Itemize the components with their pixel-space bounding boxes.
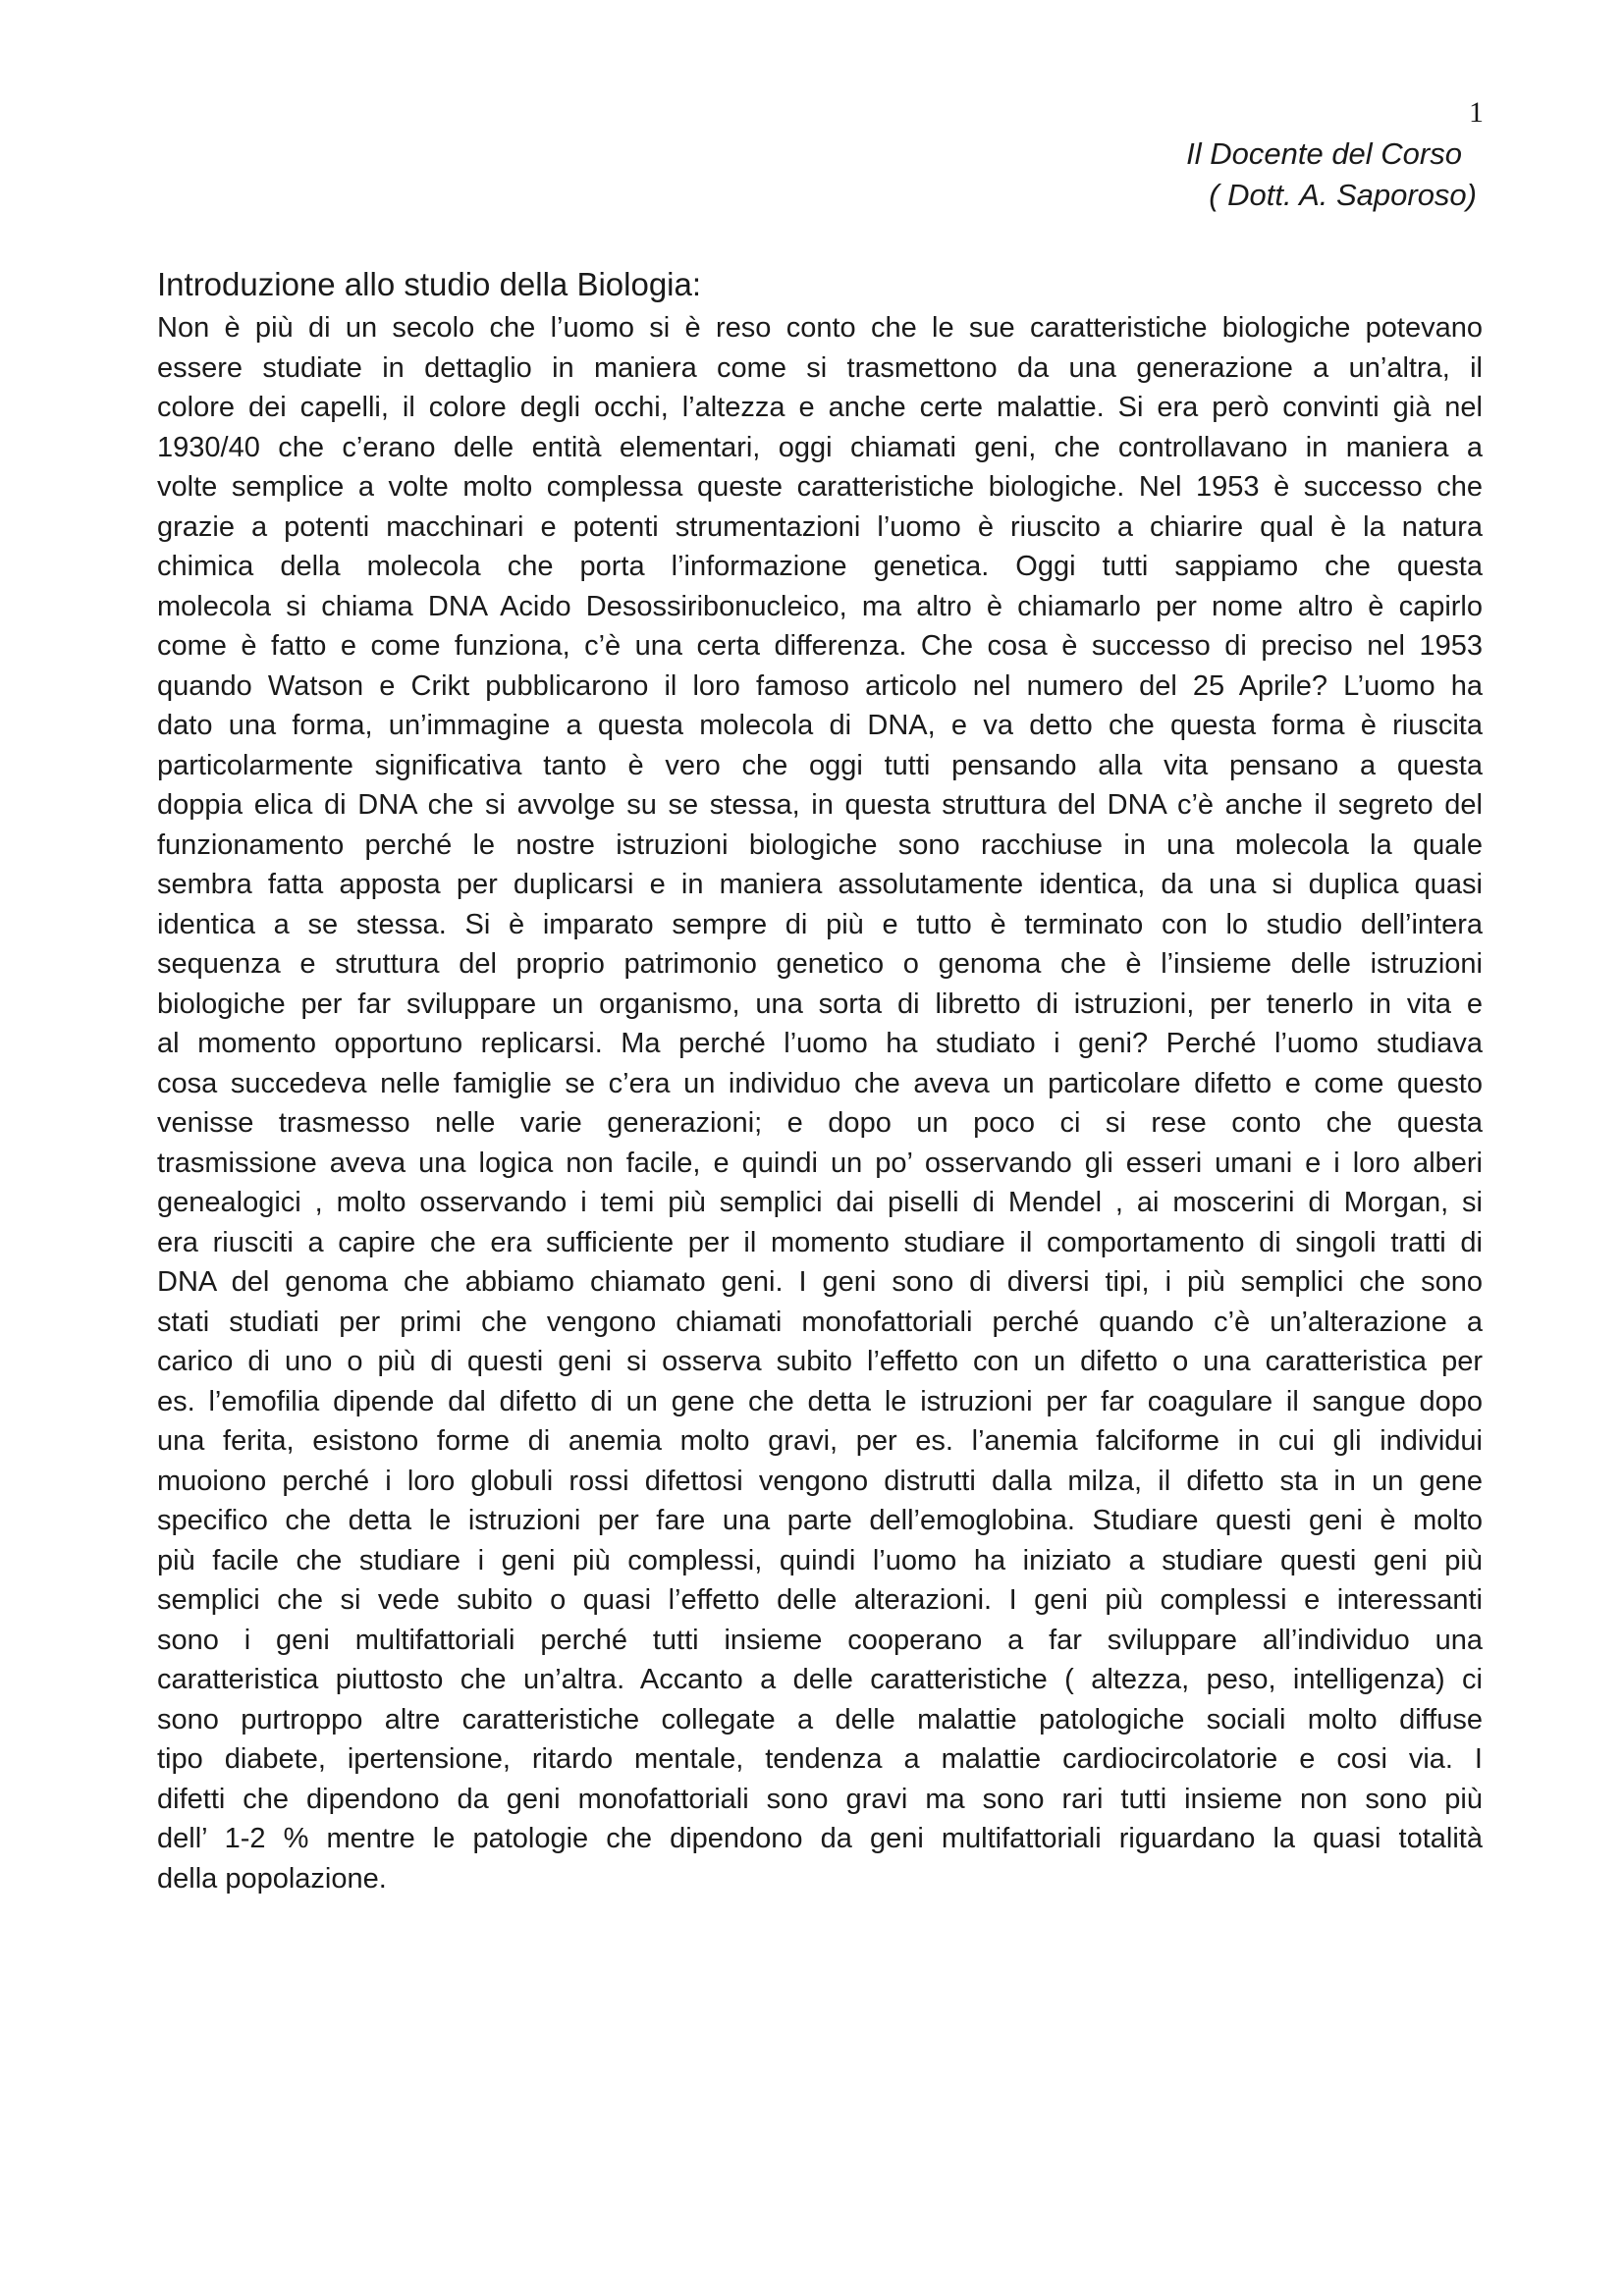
paragraph-line: sembra fatta apposta per duplicarsi e in maniera assolutamente identica, da una si duplica quasi bbox=[157, 869, 1483, 900]
instructor-name: ( Dott. A. Saporoso) bbox=[1209, 178, 1477, 212]
paragraph-line: era riusciti a capire che era sufficiente per il momento studiare il comportamento di singoli tratti di bbox=[157, 1226, 1483, 1258]
paragraph-line: sono i geni multifattoriali perché tutti insieme cooperano a far sviluppare all’individuo una bbox=[157, 1624, 1483, 1656]
paragraph-line: chimica della molecola che porta l’informazione genetica. Oggi tutti sappiamo che questa bbox=[157, 551, 1483, 582]
paragraph-line: particolarmente significativa tanto è vero che oggi tutti pensando alla vita pensano a questa bbox=[157, 749, 1483, 781]
paragraph-line: tipo diabete, ipertensione, ritardo mentale, tendenza a malattie cardiocircolatorie e cosi via. I bbox=[157, 1743, 1483, 1775]
paragraph-line: volte semplice a volte molto complessa queste caratteristiche biologiche. Nel 1953 è successo che bbox=[157, 471, 1483, 503]
paragraph-line: doppia elica di DNA che si avvolge su se stessa, in questa struttura del DNA c’è anche il segreto del bbox=[157, 789, 1483, 821]
paragraph-line: caratteristica piuttosto che un’altra. Accanto a delle caratteristiche ( altezza, peso, intelligenza) ci bbox=[157, 1664, 1483, 1695]
page-number: 1 bbox=[1469, 96, 1484, 129]
paragraph-line: quando Watson e Crikt pubblicarono il loro famoso articolo nel numero del 25 Aprile? L’uomo ha bbox=[157, 669, 1483, 702]
paragraph-line: identica a se stessa. Si è imparato sempre di più e tutto è terminato con lo studio dell’intera bbox=[157, 908, 1483, 940]
paragraph-line: colore dei capelli, il colore degli occhi, l’altezza e anche certe malattie. Si era però convinti già nel bbox=[157, 392, 1483, 423]
paragraph-line: una ferita, esistono forme di anemia molto gravi, per es. l’anemia falciforme in cui gli individui bbox=[157, 1425, 1483, 1457]
paragraph-line: specifico che detta le istruzioni per fare una parte dell’emoglobina. Studiare questi geni è molto bbox=[157, 1505, 1483, 1536]
document-title: Introduzione allo studio della Biologia: bbox=[157, 266, 702, 302]
paragraph-line: della popolazione. bbox=[157, 1862, 387, 1895]
body-paragraph bbox=[157, 308, 1483, 1898]
paragraph-line: venisse trasmesso nelle varie generazioni; e dopo un poco ci si rese conto che questa bbox=[157, 1107, 1483, 1139]
paragraph-line: sono purtroppo altre caratteristiche collegate a delle malattie patologiche sociali molto diffuse bbox=[157, 1703, 1483, 1735]
paragraph-line: semplici che si vede subito o quasi l’effetto delle alterazioni. I geni più complessi e interessanti bbox=[157, 1584, 1483, 1616]
paragraph-line: muoiono perché i loro globuli rossi difettosi vengono distrutti dalla milza, il difetto sta in un gene bbox=[157, 1465, 1483, 1497]
paragraph-line: Non è più di un secolo che l’uomo si è reso conto che le sue caratteristiche biologiche potevano bbox=[157, 312, 1483, 344]
instructor-role: Il Docente del Corso bbox=[1186, 136, 1462, 171]
paragraph-line: al momento opportuno replicarsi. Ma perché l’uomo ha studiato i geni? Perché l’uomo studiava bbox=[157, 1028, 1483, 1059]
paragraph-line: DNA del genoma che abbiamo chiamato geni. I geni sono di diversi tipi, i più semplici che sono bbox=[157, 1266, 1483, 1298]
paragraph-line: difetti che dipendono da geni monofattoriali sono gravi ma sono rari tutti insieme non sono più bbox=[157, 1783, 1483, 1815]
paragraph-line: genealogici , molto osservando i temi più semplici dai piselli di Mendel , ai moscerini di Morgan, si bbox=[157, 1187, 1483, 1218]
paragraph-line: molecola si chiama DNA Acido Desossiribonucleico, ma altro è chiamarlo per nome altro è capirlo bbox=[157, 590, 1483, 622]
paragraph-line: biologiche per far sviluppare un organismo, una sorta di libretto di istruzioni, per tenerlo in vita e bbox=[157, 988, 1483, 1020]
paragraph-line: dell’ 1-2 % mentre le patologie che dipendono da geni multifattoriali riguardano la quasi totalità bbox=[157, 1823, 1483, 1854]
paragraph-line: 1930/40 che c’erano delle entità elementari, oggi chiamati geni, che controllavano in maniera a bbox=[157, 431, 1483, 463]
paragraph-line: dato una forma, un’immagine a questa molecola di DNA, e va detto che questa forma è riuscita bbox=[157, 710, 1483, 741]
paragraph-line: sequenza e struttura del proprio patrimonio genetico o genoma che è l’insieme delle istruzioni bbox=[157, 948, 1483, 980]
author-block bbox=[888, 133, 1477, 216]
paragraph-line: cosa succedeva nelle famiglie se c’era un individuo che aveva un particolare difetto e come questo bbox=[157, 1067, 1483, 1099]
paragraph-line: essere studiate in dettaglio in maniera come si trasmettono da una generazione a un’altra, il bbox=[157, 351, 1483, 384]
paragraph-line: trasmissione aveva una logica non facile, e quindi un po’ osservando gli esseri umani e i loro alberi bbox=[157, 1147, 1483, 1179]
paragraph-line: come è fatto e come funziona, c’è una certa differenza. Che cosa è successo di preciso nel 1953 bbox=[157, 630, 1483, 662]
paragraph-line: carico di uno o più di questi geni si osserva subito l’effetto con un difetto o una caratteristica per bbox=[157, 1346, 1483, 1377]
paragraph-line: grazie a potenti macchinari e potenti strumentazioni l’uomo è riuscito a chiarire qual è la natura bbox=[157, 510, 1483, 543]
paragraph-line: funzionamento perché le nostre istruzioni biologiche sono racchiuse in una molecola la quale bbox=[157, 828, 1483, 861]
paragraph-line: es. l’emofilia dipende dal difetto di un gene che detta le istruzioni per far coagulare il sangue dopo bbox=[157, 1385, 1483, 1417]
paragraph-line: più facile che studiare i geni più complessi, quindi l’uomo ha iniziato a studiare questi geni più bbox=[157, 1544, 1483, 1576]
paragraph-line: stati studiati per primi che vengono chiamati monofattoriali perché quando c’è un’alterazione a bbox=[157, 1306, 1483, 1338]
